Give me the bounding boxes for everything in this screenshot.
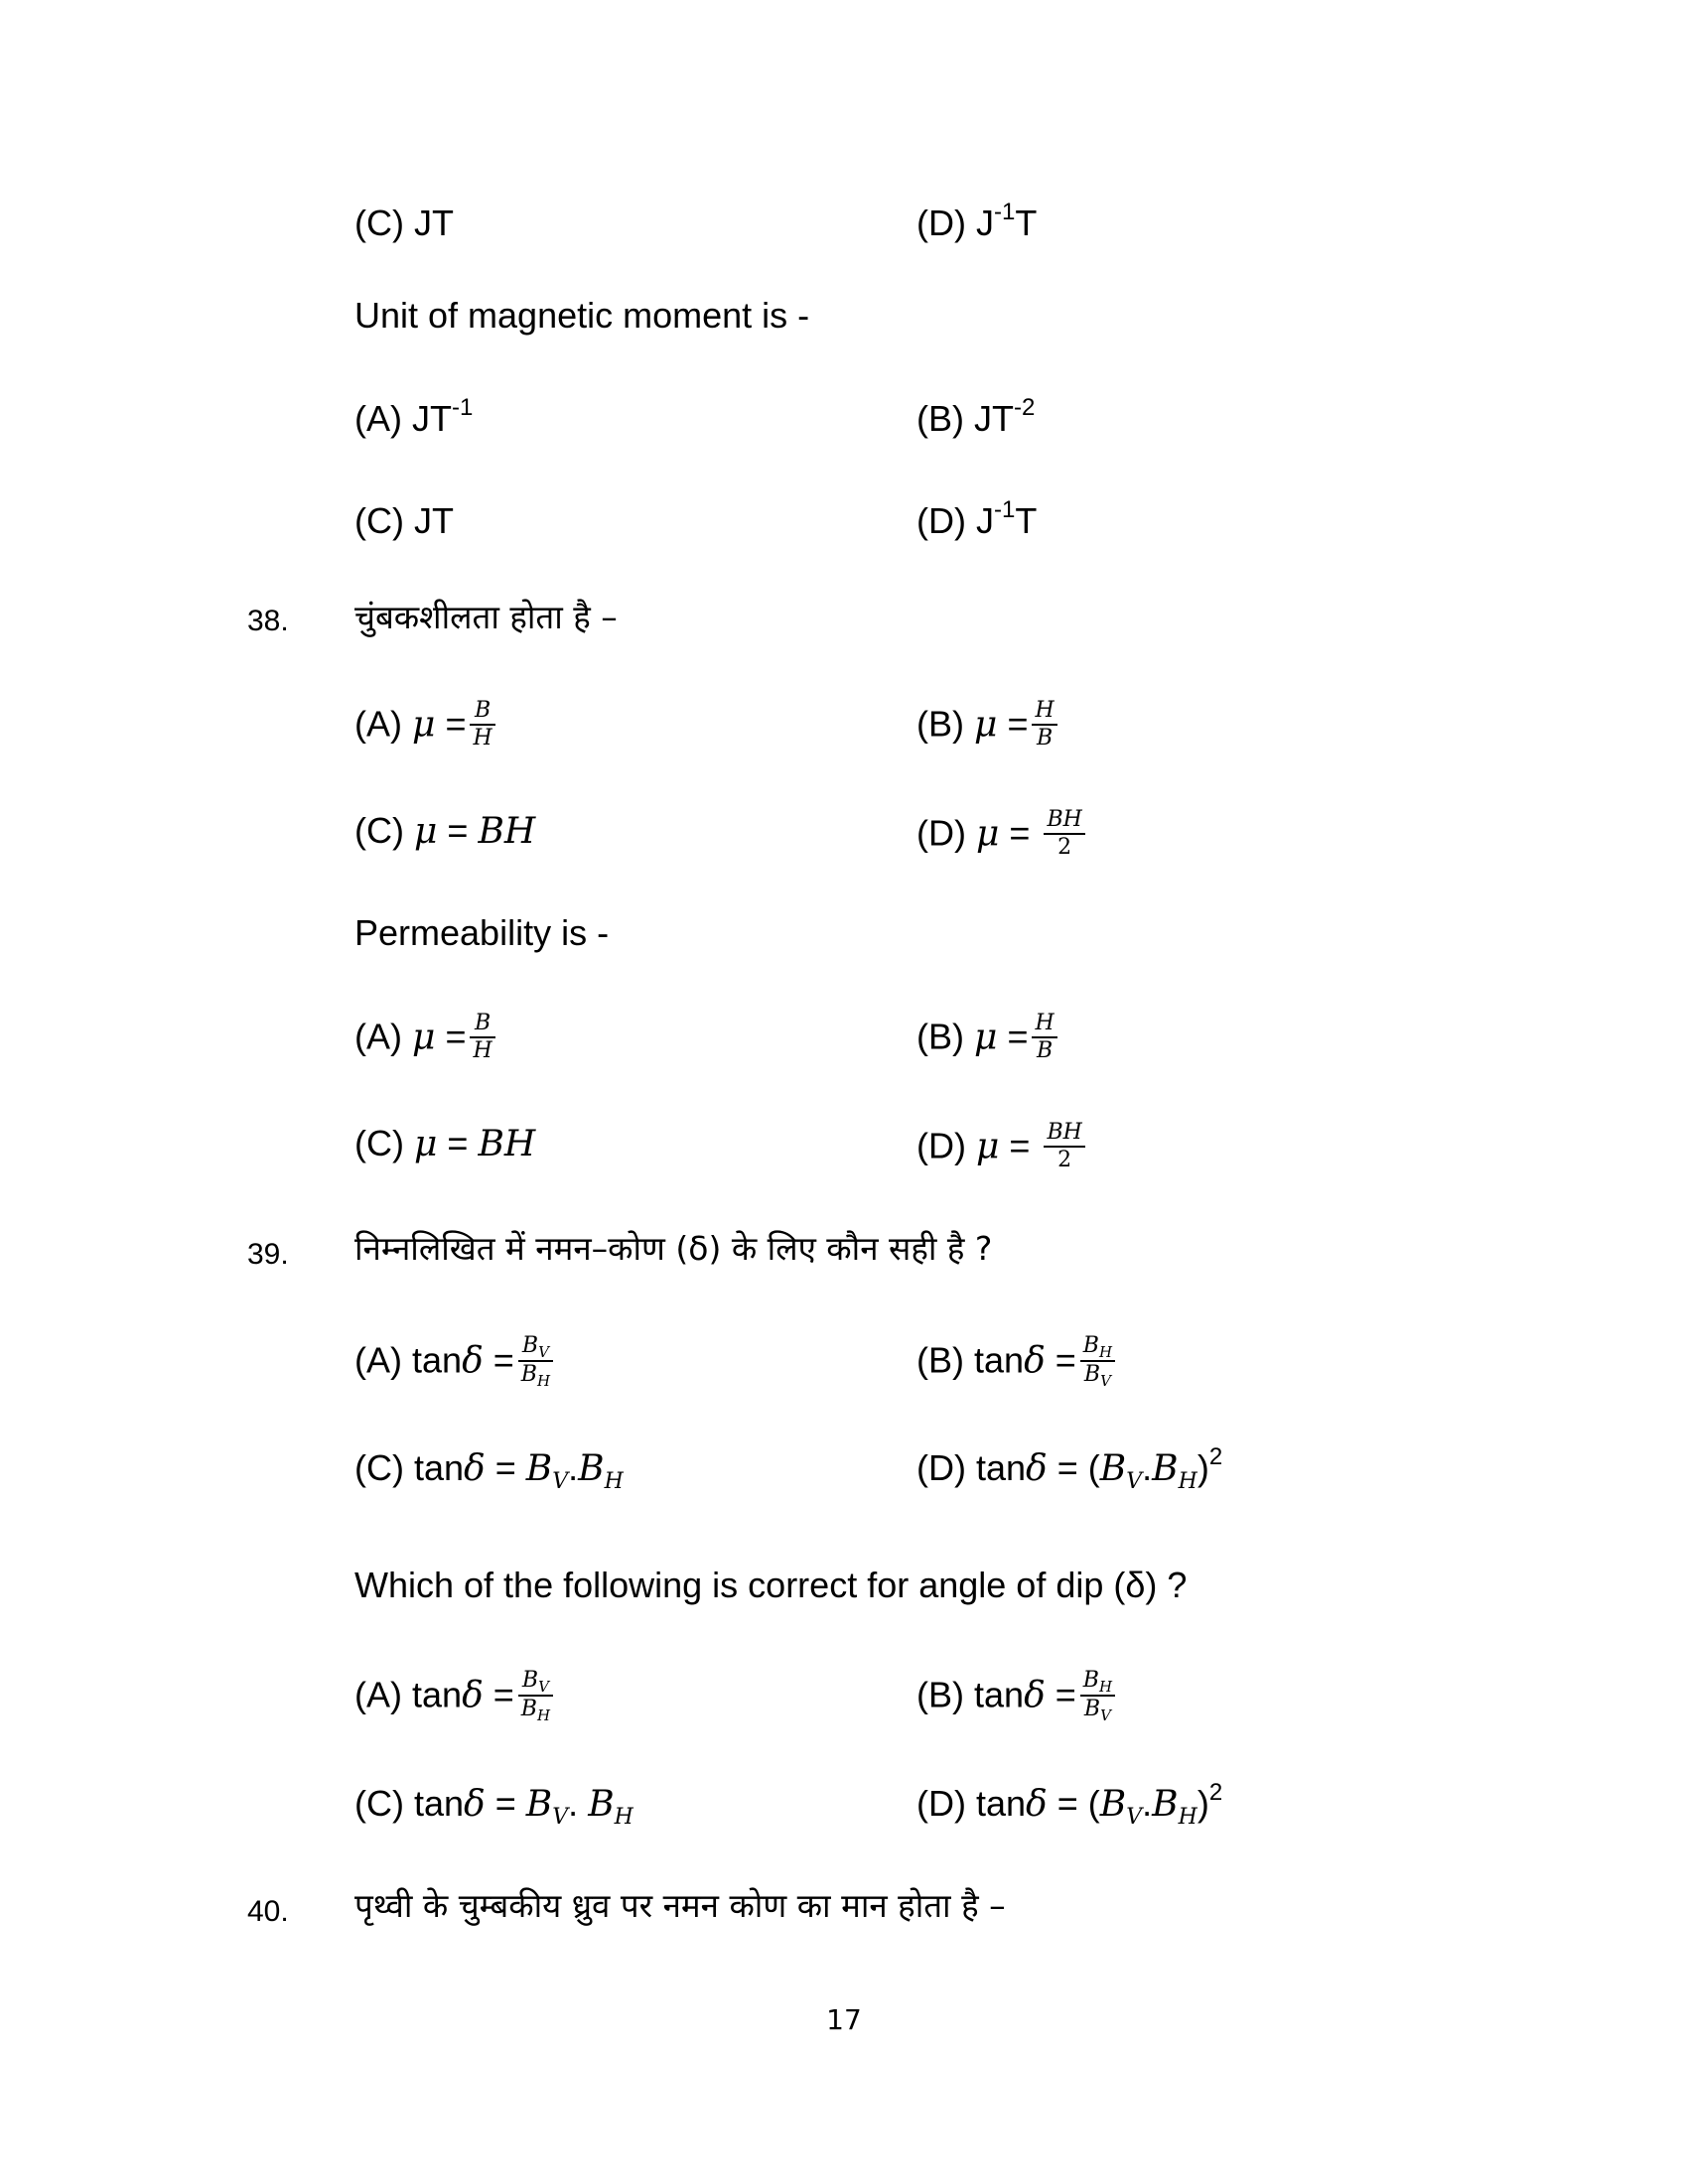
fraction: $\frac{B_H}{B_V}$ — [1080, 1333, 1115, 1389]
question-text-hi: निम्नलिखित में नमन–कोण (δ) के लिए कौन सही है ? — [354, 1229, 993, 1268]
option-a: (A) tanδ = $\frac{B_V}{B_H}$ — [354, 1335, 553, 1391]
fraction: $\frac{B_V}{B_H}$ — [518, 1668, 553, 1723]
option-b: (B) tanδ = $\frac{B_H}{B_V}$ — [916, 1670, 1115, 1725]
question-text-hi: पृथ्वी के चुम्बकीय ध्रुव पर नमन कोण का मान होता है – — [354, 1886, 1006, 1925]
question-text-hi: चुंबकशीलता होता है – — [354, 598, 618, 636]
option-a: (A) $JT^{-1}$ — [354, 394, 474, 439]
question-text-en: Unit of magnetic moment is - — [354, 295, 810, 336]
page-number: 17 — [826, 2003, 862, 2036]
option-c: (C) $\tan\delta = B_V.B_H$ — [354, 1447, 624, 1494]
question-text-en: Which of the following is correct for angle of dip (δ) ? — [354, 1565, 1188, 1605]
fraction: $\frac{B}{H}$ — [470, 698, 494, 751]
option-a: (A) tanδ = $\frac{B_V}{B_H}$ — [354, 1670, 553, 1725]
option-c: (C) JT — [354, 500, 454, 541]
fraction: $\frac{BH}{2}$ — [1044, 807, 1084, 861]
question-number: 40. — [247, 1895, 289, 1928]
option-b: (B) tanδ = $\frac{B_H}{B_V}$ — [916, 1335, 1115, 1391]
question-number: 39. — [247, 1238, 289, 1271]
option-c: (C) μ = BH — [354, 810, 536, 852]
option-d: (D) $\tan\delta = (B_V.B_H)^2$ — [916, 1443, 1223, 1494]
option-d: (D) $J^{-1}T$ — [916, 496, 1038, 541]
fraction: $\frac{B_H}{B_V}$ — [1080, 1668, 1115, 1723]
question-number: 38. — [247, 605, 289, 637]
option-d: (D) μ = $\frac{BH}{2}$ — [916, 809, 1085, 863]
option-d: (D) $\tan\delta = (B_V.B_H)^2$ — [916, 1779, 1223, 1830]
option-b: (B) μ = $\frac{H}{B}$ — [916, 1013, 1057, 1066]
fraction: $\frac{B}{H}$ — [470, 1011, 494, 1064]
option-c: (C) $\tan\delta = B_V$. $B_H$ — [354, 1783, 633, 1830]
option-c: (C) JT — [354, 203, 454, 243]
option-b: (B) μ = $\frac{H}{B}$ — [916, 700, 1057, 753]
question-text-en: Permeability is - — [354, 912, 610, 953]
option-d: (D) $J^{-1}T$ — [916, 199, 1038, 243]
fraction: $\frac{B_V}{B_H}$ — [518, 1333, 553, 1389]
option-d: (D) μ = $\frac{BH}{2}$ — [916, 1122, 1085, 1175]
fraction: $\frac{H}{B}$ — [1032, 1011, 1056, 1064]
option-b: (B) $JT^{-2}$ — [916, 394, 1036, 439]
option-a: (A) μ = $\frac{B}{H}$ — [354, 700, 495, 753]
fraction: $\frac{BH}{2}$ — [1044, 1120, 1084, 1173]
fraction: $\frac{H}{B}$ — [1032, 698, 1056, 751]
option-c: (C) μ = BH — [354, 1123, 536, 1164]
option-a: (A) μ = $\frac{B}{H}$ — [354, 1013, 495, 1066]
